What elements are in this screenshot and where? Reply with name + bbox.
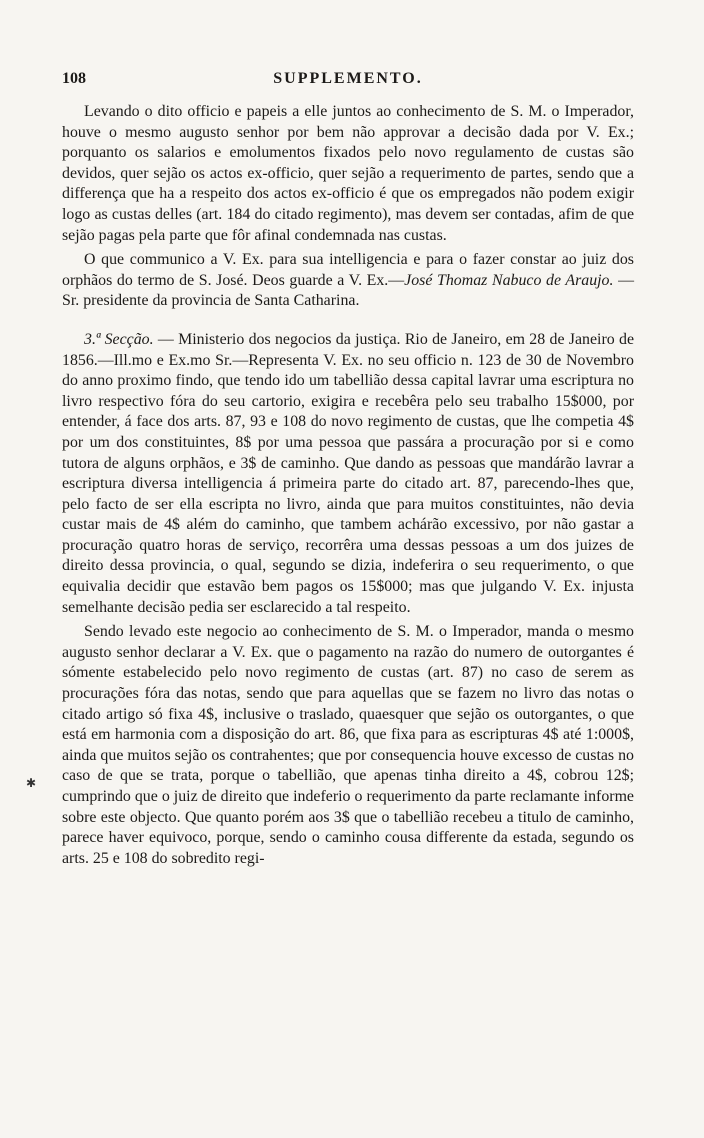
paragraph-2: [62, 250, 634, 312]
paragraph-3-text: — Ministerio dos negocios da justiça. Rio de Janeiro, em 28 de Janeiro de 1856.—Ill.mo e Ex.mo Sr.—Representa V. Ex. no seu officio n. 123 de 30 de Novembro do anno proximo findo, que tendo ido um tabellião dessa capital lavrar uma escriptura no livro respectivo fóra do seu cartorio, exigira e recebêra pelo seu trabalho 15$000, por entender, á face dos arts. 87, 93 e 108 do novo regimento de custas, que lhe competia 4$ por um dos constituintes, 8$ por uma pessoa que passára a procuração por si e como tutora de alguns orphãos, e 3$ de caminho. Que dando as pessoas que mandárão lavrar a escriptura diversa intelligencia á primeira parte do citado art. 87, parecendo-lhes que, pelo facto de ser ella escripta no livro, ainda que para muitos constituintes, não devia custar mais de 4$ além do caminho, que tambem achárão excessivo, por não gastar a procuração quatro horas de serviço, recorrêra uma dessas pessoas a um dos juizes de direito dessa provincia, o qual, segundo se dizia, indeferira o seu requerimento, o que equivalia decidir que estavão bem pagos os 15$000; mas que julgando V. Ex. injusta semelhante decisão pedia ser esclarecido a tal respeito.: [62, 330, 634, 616]
page-header: [62, 70, 634, 96]
minister-signature: José Thomaz Nabuco de Araujo.: [404, 271, 614, 289]
running-title: SUPPLEMENTO.: [273, 70, 423, 87]
paragraph-2-closing: —Sr. presidente da provincia de Santa Catharina.: [62, 271, 634, 310]
paragraph-3: [62, 330, 634, 618]
body-text: [62, 102, 634, 869]
page-number: 108: [62, 70, 86, 87]
margin-mark-icon: ✱: [26, 776, 37, 790]
paragraph-1: Levando o dito officio e papeis a elle juntos ao conhecimento de S. M. o Imperador, houve o mesmo augusto senhor por bem não approvar a decisão dada por V. Ex.; porquanto os salarios e emolumentos fixados pelo novo regulamento de custas são devidos, quer sejão os actos ex-officio, quer sejão a requerimento de partes, sendo que a differença que ha a respeito dos actos ex-officio é que os empregados não podem exigir logo as custas delles (art. 184 do citado regimento), mas devem ser contadas, afim de que sejão pagas pela parte que fôr afinal condemnada nas custas.: [62, 103, 634, 244]
section-label: 3.ª Secção.: [84, 330, 154, 348]
paragraph-4: Sendo levado este negocio ao conhecimento de S. M. o Imperador, manda o mesmo augusto senhor declarar a V. Ex. que o pagamento na razão do numero de outorgantes é sómente estabelecido pelo novo regimento de custas (art. 87) no caso de serem as procurações fóra das notas, sendo que para aquellas que se fazem no livro das notas o citado artigo só fixa 4$, inclusive o traslado, quaesquer que sejão os outorgantes, o que está em harmonia com a disposição do art. 86, que fixa para as escripturas 4$ até 1:000$, ainda que muitos sejão os contrahentes; que por consequencia houve excesso de custas no caso de que se trata, porque o tabellião, que apenas tinha direito a 4$, cobrou 12$; cumprindo que o juiz de direito que indeferio o requerimento da parte reclamante informe sobre este objecto. Que quanto porém aos 3$ que o tabellião recebeu a titulo de caminho, parece haver equivoco, porque, sendo o caminho cousa differente da estada, segundo os arts. 25 e 108 do sobredito regi-: [62, 623, 634, 867]
paragraph-2-text: O que communico a V. Ex. para sua intelligencia e para o fazer constar ao juiz dos orphãos do termo de S. José. Deos guarde a V. Ex.—: [62, 251, 634, 289]
